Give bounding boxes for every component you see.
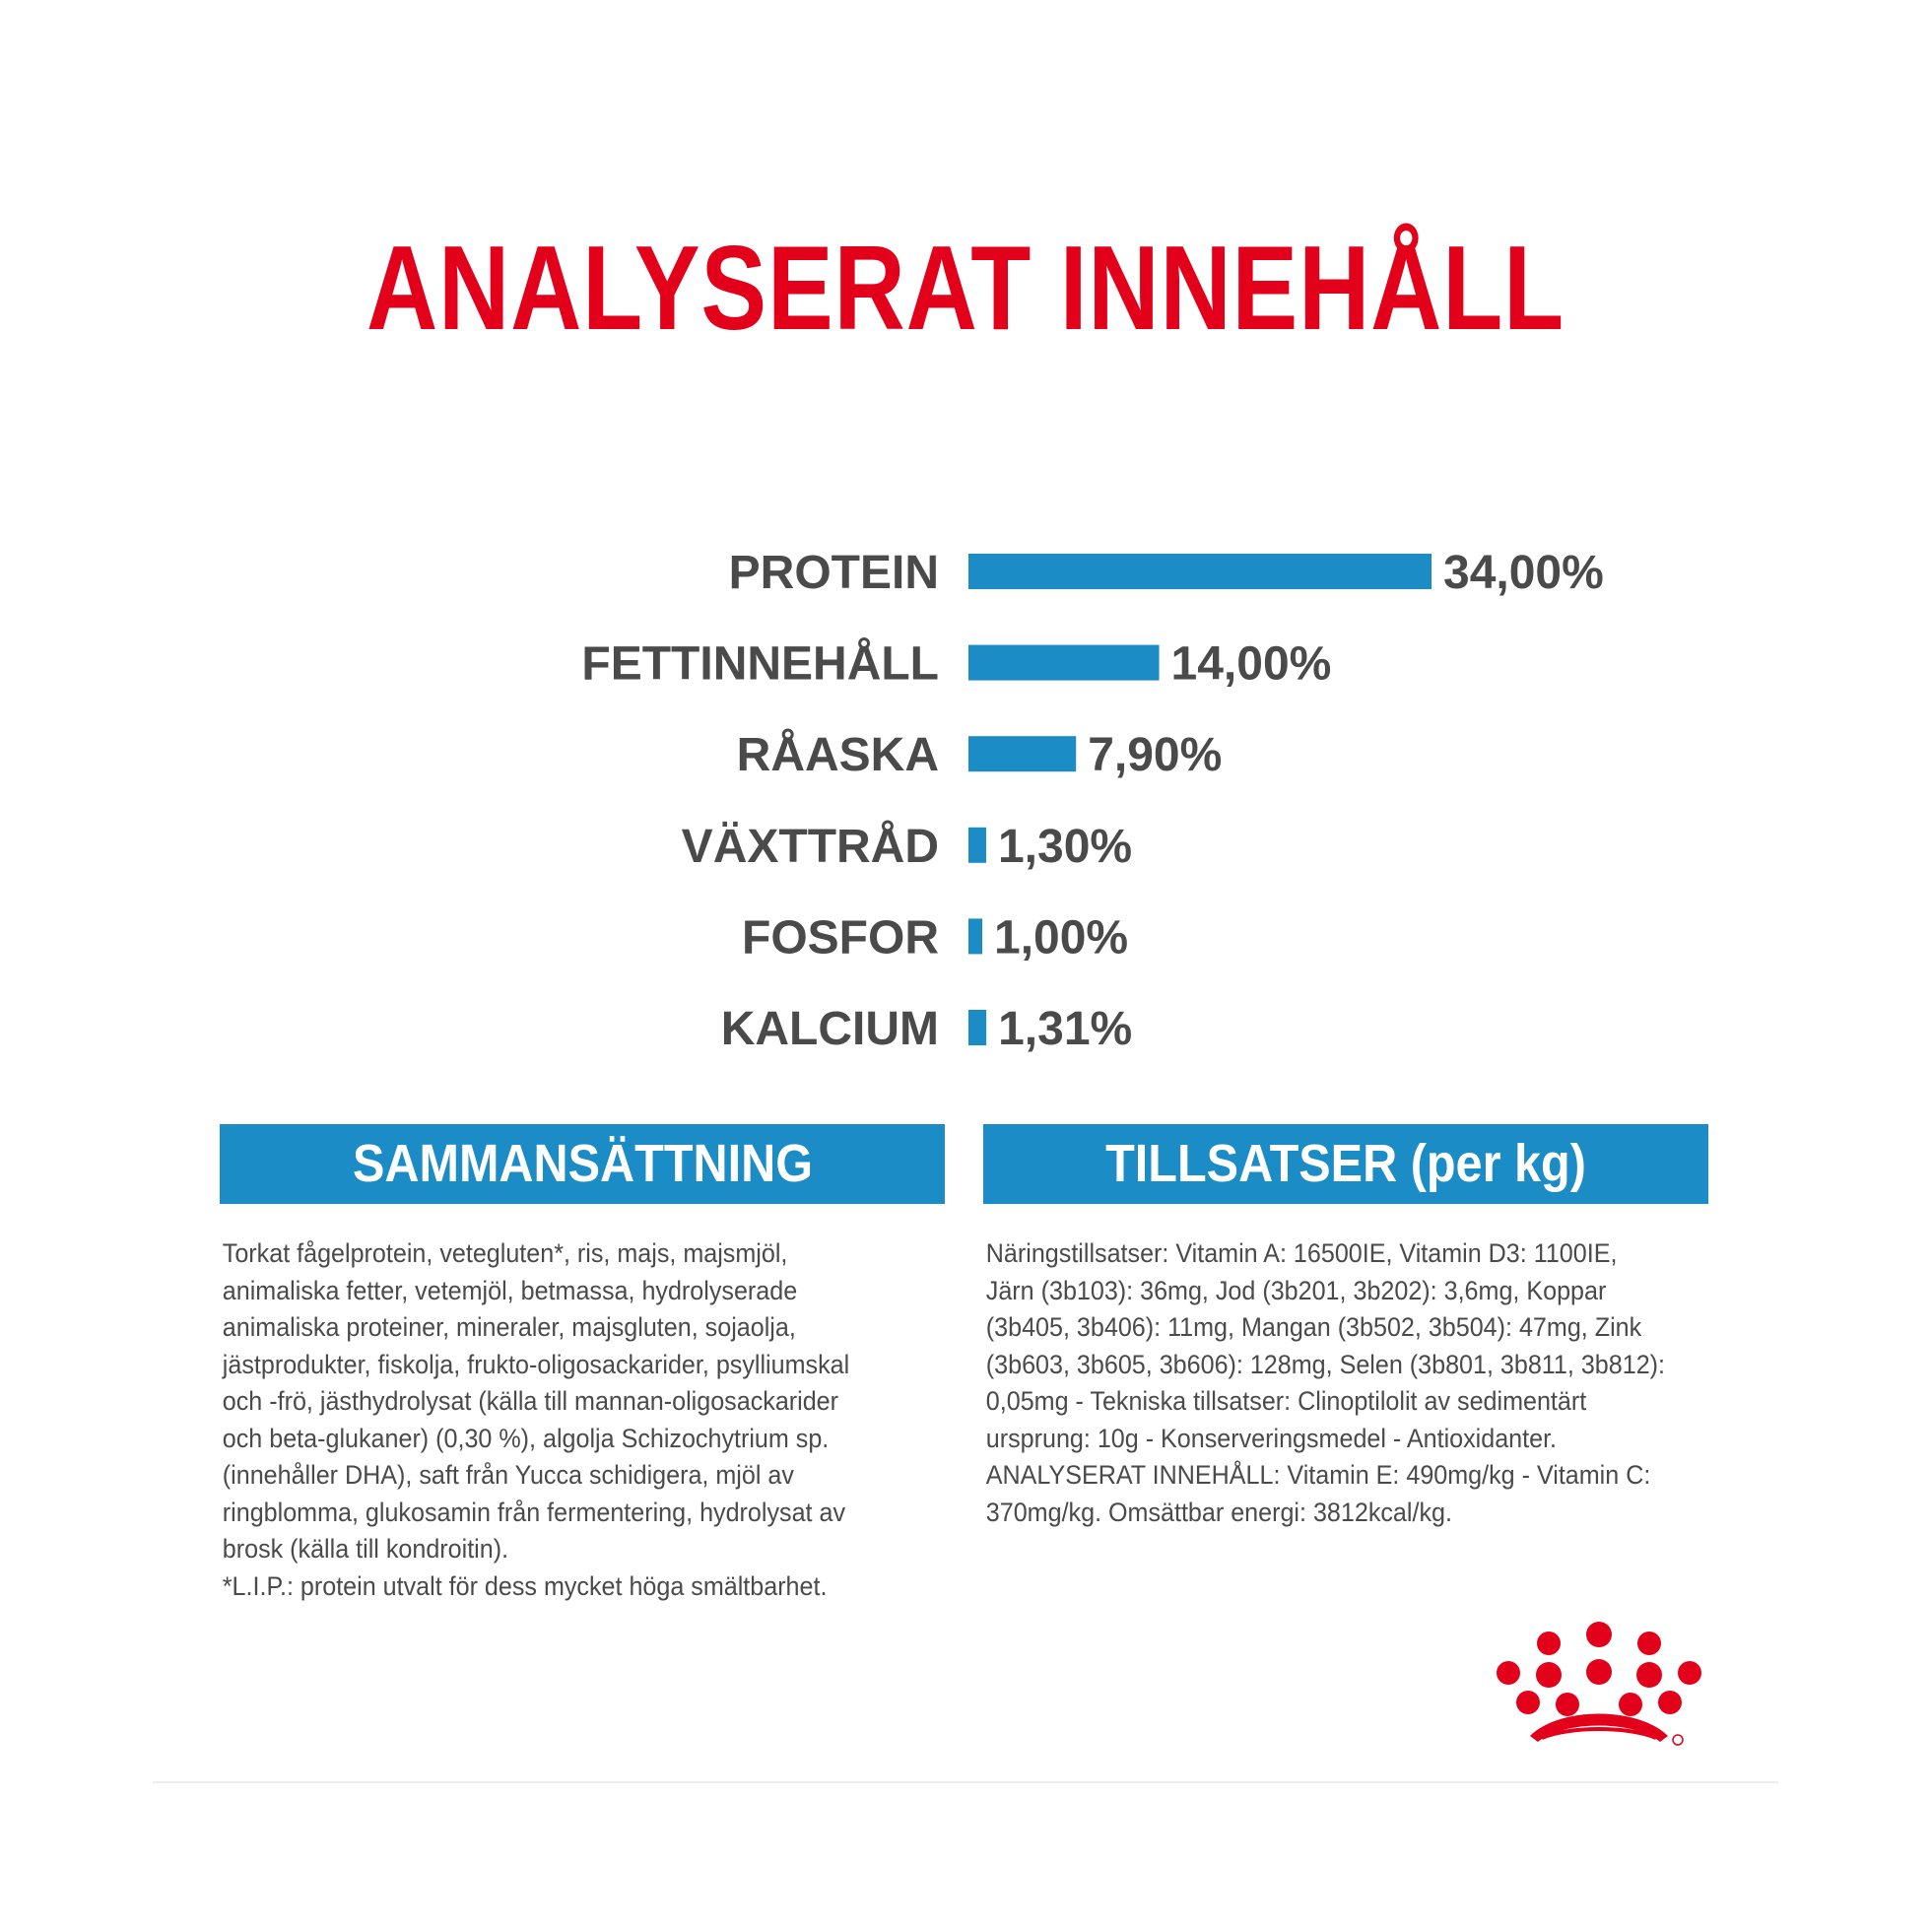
value-label-vaxttrad: 1,30% (997, 820, 1133, 873)
royal-crown-logo-icon (1491, 1620, 1707, 1748)
category-label-protein: PROTEIN (728, 547, 939, 599)
bar-protein (968, 554, 1432, 589)
additives-line: Järn (3b103): 36mg, Jod (3b201, 3b202): 3,6mg, Koppar (985, 1275, 1607, 1305)
additives-line: ursprung: 10g - Konserveringsmedel - Antioxidanter. (985, 1423, 1558, 1453)
composition-section (220, 1124, 945, 1605)
composition-line: animaliska proteiner, mineraler, majsgluten, sojaolja, (222, 1312, 796, 1342)
composition-heading: SAMMANSÄTTNING (220, 1124, 945, 1204)
additives-line: (3b405, 3b406): 11mg, Mangan (3b502, 3b504): 47mg, Zink (985, 1312, 1642, 1342)
bar-raaska (968, 736, 1076, 771)
additives-line: (3b603, 3b605, 3b606): 128mg, Selen (3b801, 3b811, 3b812): (985, 1349, 1665, 1379)
additives-line: Näringstillsatser: Vitamin A: 16500IE, Vitamin D3: 1100IE, (985, 1238, 1618, 1268)
composition-line: jästprodukter, fiskolja, frukto-oligosackarider, psylliumskal (222, 1349, 850, 1379)
bar-fettinnehall (968, 645, 1160, 681)
additives-line: 370mg/kg. Omsättbar energi: 3812kcal/kg. (985, 1497, 1452, 1527)
composition-line: och beta-glukaner) (0,30 %), algolja Schizochytrium sp. (222, 1423, 830, 1453)
category-label-fettinnehall: FETTINNEHÅLL (581, 637, 939, 691)
category-label-vaxttrad: VÄXTTRÅD (681, 820, 939, 873)
composition-line: *L.I.P.: protein utvalt för dess mycket höga smältbarhet. (222, 1570, 828, 1601)
bar-fosfor (968, 918, 982, 954)
composition-text (220, 1235, 946, 1605)
value-label-protein: 34,00% (1443, 547, 1604, 599)
value-label-kalcium: 1,31% (998, 1003, 1133, 1055)
additives-line: 0,05mg - Tekniska tillsatser: Clinoptilolit av sedimentärt (985, 1386, 1587, 1416)
bar-kalcium (968, 1010, 986, 1045)
additives-section (983, 1124, 1708, 1531)
composition-line: och -frö, jästhydrolysat (källa till mannan-oligosackarider (222, 1386, 839, 1416)
page-title: ANALYSERAT INNEHÅLL (366, 221, 1565, 355)
composition-line: brosk (källa till kondroitin). (222, 1534, 509, 1564)
bar-vaxttrad (968, 828, 986, 863)
additives-line: ANALYSERAT INNEHÅLL: Vitamin E: 490mg/kg - Vitamin C: (985, 1460, 1651, 1490)
composition-line: animaliska fetter, vetemjöl, betmassa, hydrolyserade (222, 1275, 798, 1305)
composition-line: (innehåller DHA), saft från Yucca schidigera, mjöl av (222, 1460, 794, 1490)
value-label-raaska: 7,90% (1088, 729, 1223, 782)
composition-line: Torkat fågelprotein, vetegluten*, ris, majs, majsmjöl, (222, 1238, 788, 1268)
additives-heading: TILLSATSER (per kg) (983, 1124, 1708, 1204)
category-label-fosfor: FOSFOR (742, 911, 939, 965)
composition-line: ringblomma, glukosamin från fermentering, hydrolysat av (222, 1497, 846, 1527)
value-label-fosfor: 1,00% (994, 911, 1129, 965)
value-label-fettinnehall: 14,00% (1170, 637, 1332, 691)
bottom-divider (153, 1781, 1778, 1783)
category-label-kalcium: KALCIUM (720, 1003, 939, 1055)
category-label-raaska: RÅASKA (736, 729, 939, 782)
additives-text (983, 1235, 1709, 1531)
